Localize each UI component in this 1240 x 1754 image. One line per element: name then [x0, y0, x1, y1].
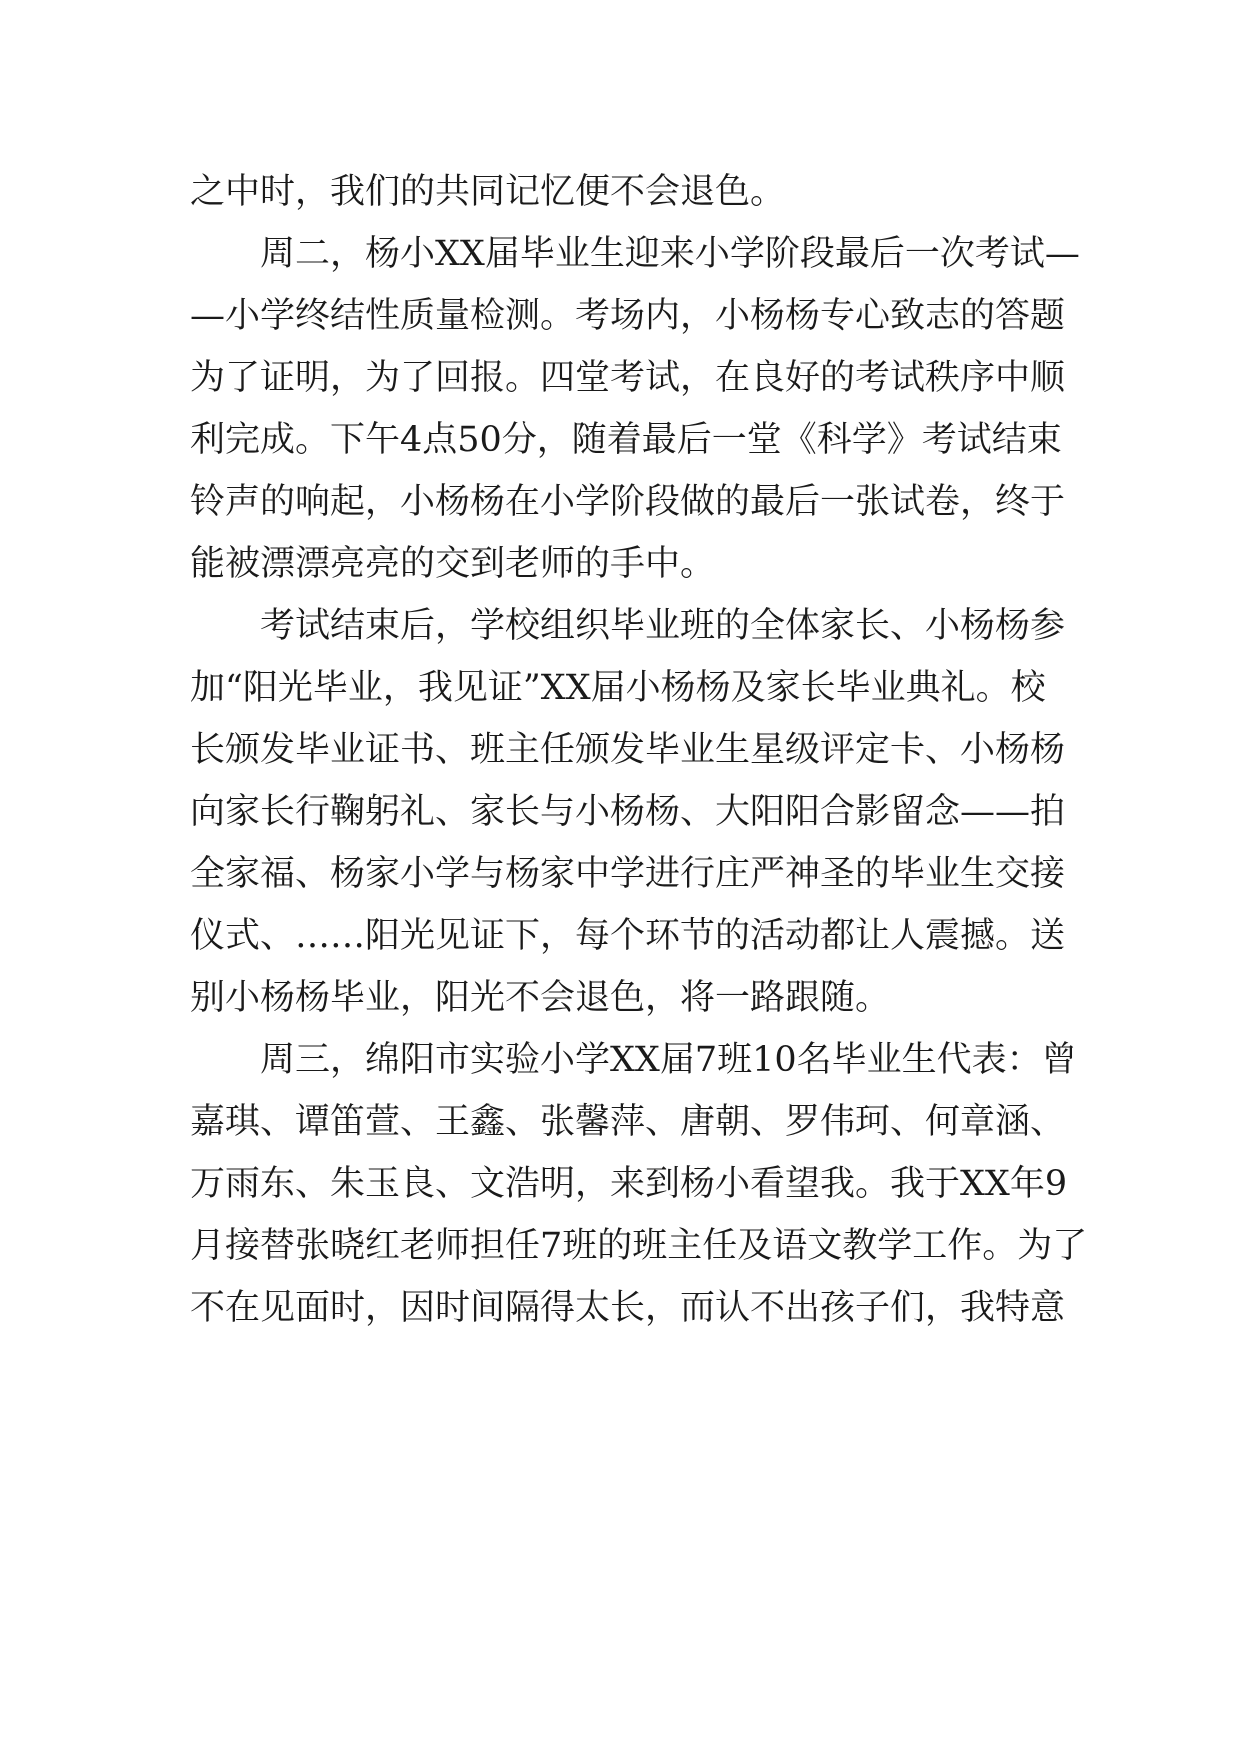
paragraph-4-line-2: 嘉琪、谭笛萱、王鑫、张馨萍、唐朝、罗伟珂、何章涵、: [190, 1102, 1066, 1142]
paragraph-3-line-4: 向家长行鞠躬礼、家长与小杨杨、大阳阳合影留念——拍: [190, 792, 1066, 832]
paragraph-2-line-1: 周二，杨小XX届毕业生迎来小学阶段最后一次考试—: [260, 234, 1080, 274]
paragraph-3-line-1: 考试结束后，学校组织毕业班的全体家长、小杨杨参: [260, 606, 1066, 646]
paragraph-4-line-1: 周三，绵阳市实验小学XX届7班10名毕业生代表：曾: [260, 1040, 1077, 1080]
paragraph-2-line-4: 利完成。下午4点50分，随着最后一堂《科学》考试结束: [190, 420, 1062, 460]
paragraph-2-line-2: —小学终结性质量检测。考场内，小杨杨专心致志的答题: [190, 296, 1066, 336]
text-line-1: 之中时，我们的共同记忆便不会退色。: [190, 172, 786, 212]
paragraph-3-line-3: 长颁发毕业证书、班主任颁发毕业生星级评定卡、小杨杨: [190, 730, 1066, 770]
paragraph-4-line-5: 不在见面时，因时间隔得太长，而认不出孩子们，我特意: [190, 1288, 1066, 1328]
paragraph-2-line-3: 为了证明，为了回报。四堂考试，在良好的考试秩序中顺: [190, 358, 1066, 398]
paragraph-3-line-5: 全家福、杨家小学与杨家中学进行庄严神圣的毕业生交接: [190, 854, 1066, 894]
paragraph-3-line-7: 别小杨杨毕业，阳光不会退色，将一路跟随。: [190, 978, 891, 1018]
paragraph-4-line-3: 万雨东、朱玉良、文浩明，来到杨小看望我。我于XX年9: [190, 1164, 1068, 1204]
paragraph-3-line-2: 加“阳光毕业，我见证”XX届小杨杨及家长毕业典礼。校: [190, 668, 1046, 708]
paragraph-4-line-4: 月接替张晓红老师担任7班的班主任及语文教学工作。为了: [190, 1226, 1088, 1266]
paragraph-3-line-6: 仪式、……阳光见证下，每个环节的活动都让人震撼。送: [190, 916, 1066, 956]
paragraph-2-line-6: 能被漂漂亮亮的交到老师的手中。: [190, 544, 716, 584]
paragraph-2-line-5: 铃声的响起，小杨杨在小学阶段做的最后一张试卷，终于: [190, 482, 1066, 522]
